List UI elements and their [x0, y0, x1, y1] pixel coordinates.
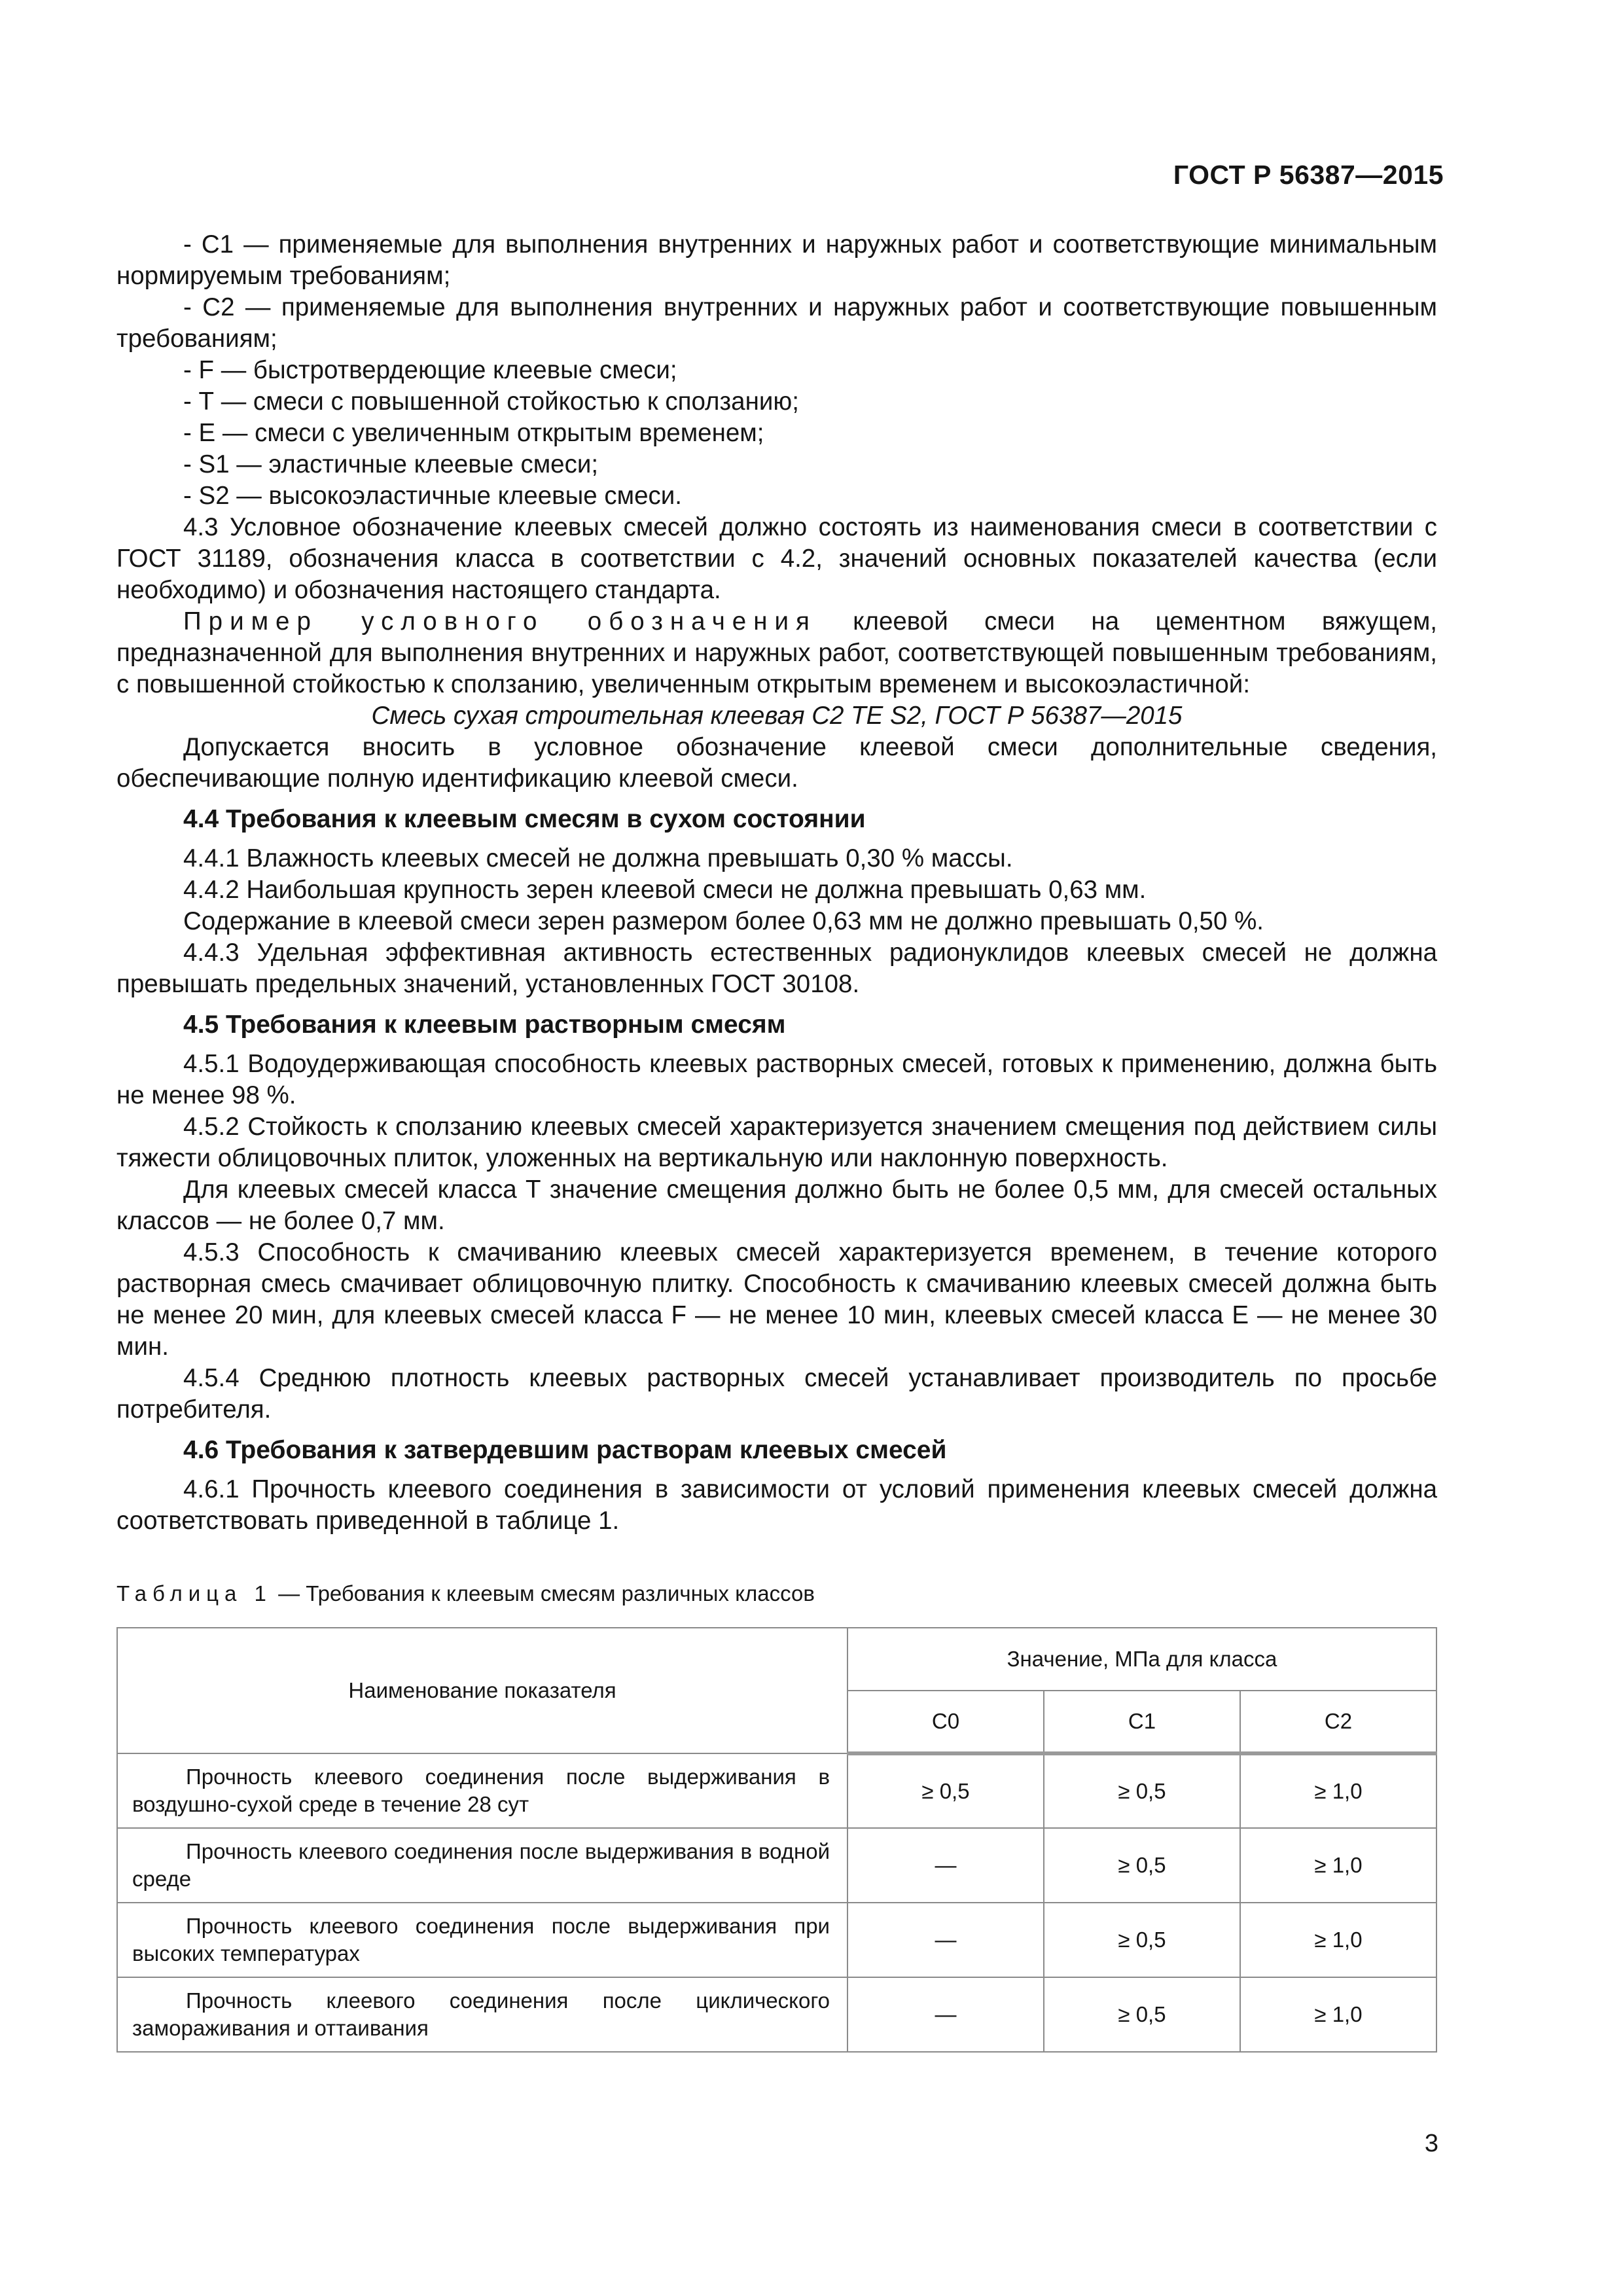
paragraph-4-4-2b: Содержание в клеевой смеси зерен размером более 0,63 мм не должно превышать 0,50 %.	[183, 907, 1264, 935]
example-paragraph	[116, 606, 1437, 700]
table-caption	[116, 1581, 815, 1606]
table-header-row	[117, 1628, 1436, 1691]
class-e: - Е — смеси с увеличенным открытым временем;	[183, 419, 764, 447]
class-f: - F — быстротвердеющие клеевые смеси;	[183, 356, 677, 384]
table-cell-c2: ≥ 1,0	[1240, 1977, 1436, 2052]
class-c2: - С2 — применяемые для выполнения внутренних и наружных работ и соответствующие повышенным требованиям;	[116, 293, 1437, 353]
table-cell-c1: ≥ 0,5	[1044, 1903, 1240, 1977]
table-cell-c2: ≥ 1,0	[1240, 1753, 1436, 1828]
requirements-table	[116, 1627, 1437, 2053]
table-cell-c1: ≥ 0,5	[1044, 1828, 1240, 1903]
table-row	[117, 1828, 1436, 1903]
example-lead: Пример условного обозначения	[183, 607, 817, 636]
example-designation: Смесь сухая строительная клеевая С2 ТЕ S2, ГОСТ Р 56387—2015	[371, 702, 1183, 730]
table-cell-name: Прочность клеевого соединения после выдерживания при высоких температурах	[117, 1903, 847, 1977]
table-cell-c2: ≥ 1,0	[1240, 1828, 1436, 1903]
paragraph-4-4-3: 4.4.3 Удельная эффективная активность естественных радионуклидов клеевых смесей не должна превышать предельных значений, установленных ГОСТ 30108.	[116, 939, 1437, 998]
paragraph-4-5-2b: Для клеевых смесей класса Т значение смещения должно быть не более 0,5 мм, для смесей остальных классов — не более 0,7 мм.	[116, 1175, 1437, 1235]
section-4-6-title: 4.6 Требования к затвердевшим растворам клеевых смесей	[183, 1436, 947, 1464]
table-cell-c0: ≥ 0,5	[847, 1753, 1044, 1828]
paragraph-4-3: 4.3 Условное обозначение клеевых смесей должно состоять из наименования смеси в соответствии с ГОСТ 31189, обозначения класса в соответствии с 4.2, значений основных показателей качества (если необходимо) и обозначения настоящего стандарта.	[116, 513, 1437, 604]
table-cell-c1: ≥ 0,5	[1044, 1753, 1240, 1828]
document-header: ГОСТ Р 56387—2015	[1173, 160, 1444, 190]
paragraph-allowed: Допускается вносить в условное обозначение клеевой смеси дополнительные сведения, обеспечивающие полную идентификацию клеевой смеси.	[116, 733, 1437, 793]
paragraph-4-6-1: 4.6.1 Прочность клеевого соединения в зависимости от условий применения клеевых смесей должна соответствовать приведенной в таблице 1.	[116, 1475, 1437, 1535]
table-row	[117, 1977, 1436, 2052]
table-row	[117, 1903, 1436, 1977]
paragraph-4-4-1: 4.4.1 Влажность клеевых смесей не должна превышать 0,30 % массы.	[183, 844, 1013, 872]
class-s1: - S1 — эластичные клеевые смеси;	[183, 450, 599, 478]
table-cell-c0: —	[847, 1977, 1044, 2052]
table-row	[117, 1753, 1436, 1828]
column-header-value-group: Значение, МПа для класса	[847, 1628, 1436, 1691]
table-cell-c0: —	[847, 1903, 1044, 1977]
paragraph-4-5-4: 4.5.4 Среднюю плотность клеевых растворных смесей устанавливает производитель по просьбе потребителя.	[116, 1364, 1437, 1424]
column-header-c0: С0	[847, 1691, 1044, 1753]
class-s2: - S2 — высокоэластичные клеевые смеси.	[183, 482, 682, 510]
column-header-c1: С1	[1044, 1691, 1240, 1753]
table-cell-name: Прочность клеевого соединения после выдерживания в воздушно-сухой среде в течение 28 сут	[117, 1753, 847, 1828]
class-t: - Т — смеси с повышенной стойкостью к сползанию;	[183, 387, 799, 416]
document-body	[116, 229, 1437, 1537]
paragraph-4-5-3: 4.5.3 Способность к смачиванию клеевых смесей характеризуется временем, в течение которого растворная смесь смачивает облицовочную плитку. Способность к смачиванию клеевых смесей должна быть не менее 20 мин, для клеевых смесей класса F — не менее 10 мин, клеевых смесей класса Е — не менее 30 мин.	[116, 1238, 1437, 1361]
class-c1: - С1 — применяемые для выполнения внутренних и наружных работ и соответствующие минимальным нормируемым требованиям;	[116, 230, 1437, 290]
table-cell-c1: ≥ 0,5	[1044, 1977, 1240, 2052]
table-cell-c0: —	[847, 1828, 1044, 1903]
page-number: 3	[1424, 2130, 1438, 2157]
example-text: клеевой смеси на цементном вяжущем, предназначенной для выполнения внутренних и наружных работ, соответствующей повышенным требованиям, с повышенной стойкостью к сползанию, увеличенным открытым временем и высокоэластичной:	[116, 607, 1437, 698]
table-cell-c2: ≥ 1,0	[1240, 1903, 1436, 1977]
paragraph-4-4-2: 4.4.2 Наибольшая крупность зерен клеевой смеси не должна превышать 0,63 мм.	[183, 876, 1147, 904]
section-4-4-title: 4.4 Требования к клеевым смесям в сухом состоянии	[183, 805, 866, 833]
table-cell-name: Прочность клеевого соединения после циклического замораживания и оттаивания	[117, 1977, 847, 2052]
column-header-name: Наименование показателя	[117, 1628, 847, 1753]
paragraph-4-5-2: 4.5.2 Стойкость к сползанию клеевых смесей характеризуется значением смещения под действием силы тяжести облицовочных плиток, уложенных на вертикальную или наклонную поверхность.	[116, 1113, 1437, 1172]
table-caption-lead: Таблица 1	[116, 1581, 272, 1605]
table-caption-text: — Требования к клеевым смесям различных классов	[272, 1581, 815, 1605]
table-cell-name: Прочность клеевого соединения после выдерживания в водной среде	[117, 1828, 847, 1903]
section-4-5-title: 4.5 Требования к клеевым растворным смесям	[183, 1011, 786, 1039]
column-header-c2: С2	[1240, 1691, 1436, 1753]
paragraph-4-5-1: 4.5.1 Водоудерживающая способность клеевых растворных смесей, готовых к применению, должна быть не менее 98 %.	[116, 1050, 1437, 1109]
